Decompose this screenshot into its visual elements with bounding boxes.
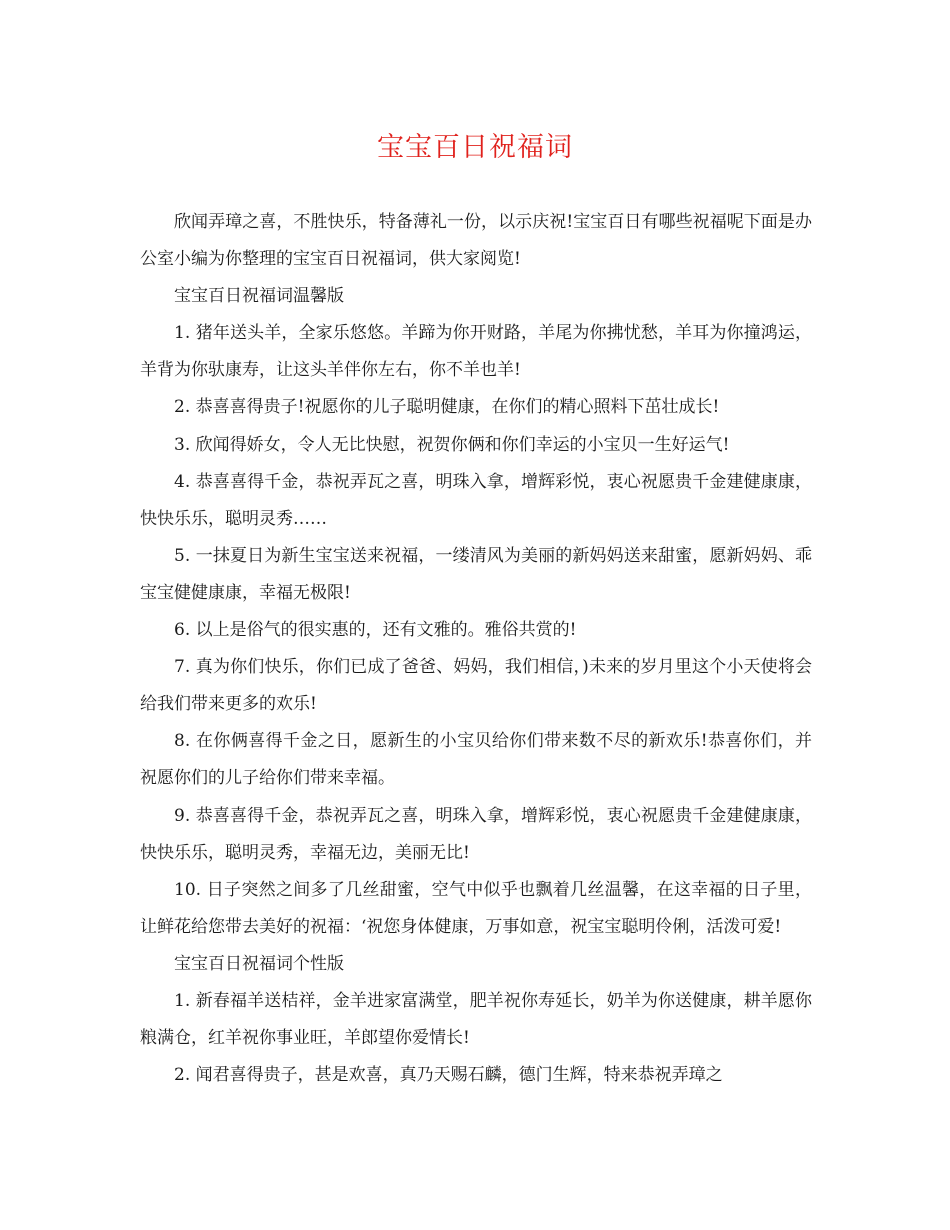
section-heading-warm: 宝宝百日祝福词温馨版: [174, 286, 344, 307]
paragraph-item: 2. 闻君喜得贵子，甚是欢喜，真乃天赐石麟，德门生辉，特来恭祝弄璋之: [174, 1065, 723, 1086]
paragraph-item: 1. 猪年送头羊，全家乐悠悠。羊蹄为你开财路，羊尾为你拂忧愁，羊耳为你撞鸿运，羊背为你驮康寿，让这头羊伴你左右，你不羊也羊!: [140, 323, 812, 381]
paragraph-item: 9. 恭喜喜得千金，恭祝弄瓦之喜，明珠入拿，增辉彩悦，衷心祝愿贵千金建健康康，快快乐乐，聪明灵秀，幸福无边，美丽无比!: [140, 805, 812, 863]
paragraph-item: 3. 欣闻得娇女，令人无比快慰，祝贺你俩和你们幸运的小宝贝一生好运气!: [174, 434, 730, 455]
paragraph-item: 6. 以上是俗气的很实惠的，还有文雅的。雅俗共赏的!: [174, 620, 577, 641]
paragraph-item: 7. 真为你们快乐，你们已成了爸爸、妈妈，我们相信，)未来的岁月里这个小天使将会给我们带来更多的欢乐!: [140, 657, 812, 715]
document-title: 宝宝百日祝福词: [377, 132, 573, 163]
paragraph-item: 8. 在你俩喜得千金之日，愿新生的小宝贝给你们带来数不尽的新欢乐!恭喜你们，并祝愿你们的儿子给你们带来幸福。: [140, 731, 812, 789]
section-heading-personal: 宝宝百日祝福词个性版: [174, 953, 344, 974]
paragraph-item: 2. 恭喜喜得贵子!祝愿你的儿子聪明健康，在你们的精心照料下茁壮成长!: [174, 397, 720, 418]
document-body: [140, 204, 812, 1094]
paragraph-item: 4. 恭喜喜得千金，恭祝弄瓦之喜，明珠入拿，增辉彩悦，衷心祝愿贵千金建健康康，快快乐乐，聪明灵秀……: [140, 471, 812, 529]
paragraph-item: 10. 日子突然之间多了几丝甜蜜，空气中似乎也飘着几丝温馨，在这幸福的日子里，让鲜花给您带去美好的祝福：‘祝您身体健康，万事如意，祝宝宝聪明伶俐，活泼可爱!: [140, 879, 812, 937]
paragraph-item: 1. 新春福羊送桔祥，金羊进家富满堂，肥羊祝你寿延长，奶羊为你送健康，耕羊愿你粮满仓，红羊祝你事业旺，羊郎望你爱情长!: [140, 990, 812, 1049]
paragraph-item: 5. 一抹夏日为新生宝宝送来祝福，一缕清风为美丽的新妈妈送来甜蜜，愿新妈妈、乖宝宝健健康康，幸福无极限!: [140, 545, 812, 603]
paragraph-intro: 欣闻弄璋之喜，不胜快乐，特备薄礼一份，以示庆祝!宝宝百日有哪些祝福呢下面是办公室小编为你整理的宝宝百日祝福词，供大家阅览!: [140, 212, 812, 270]
